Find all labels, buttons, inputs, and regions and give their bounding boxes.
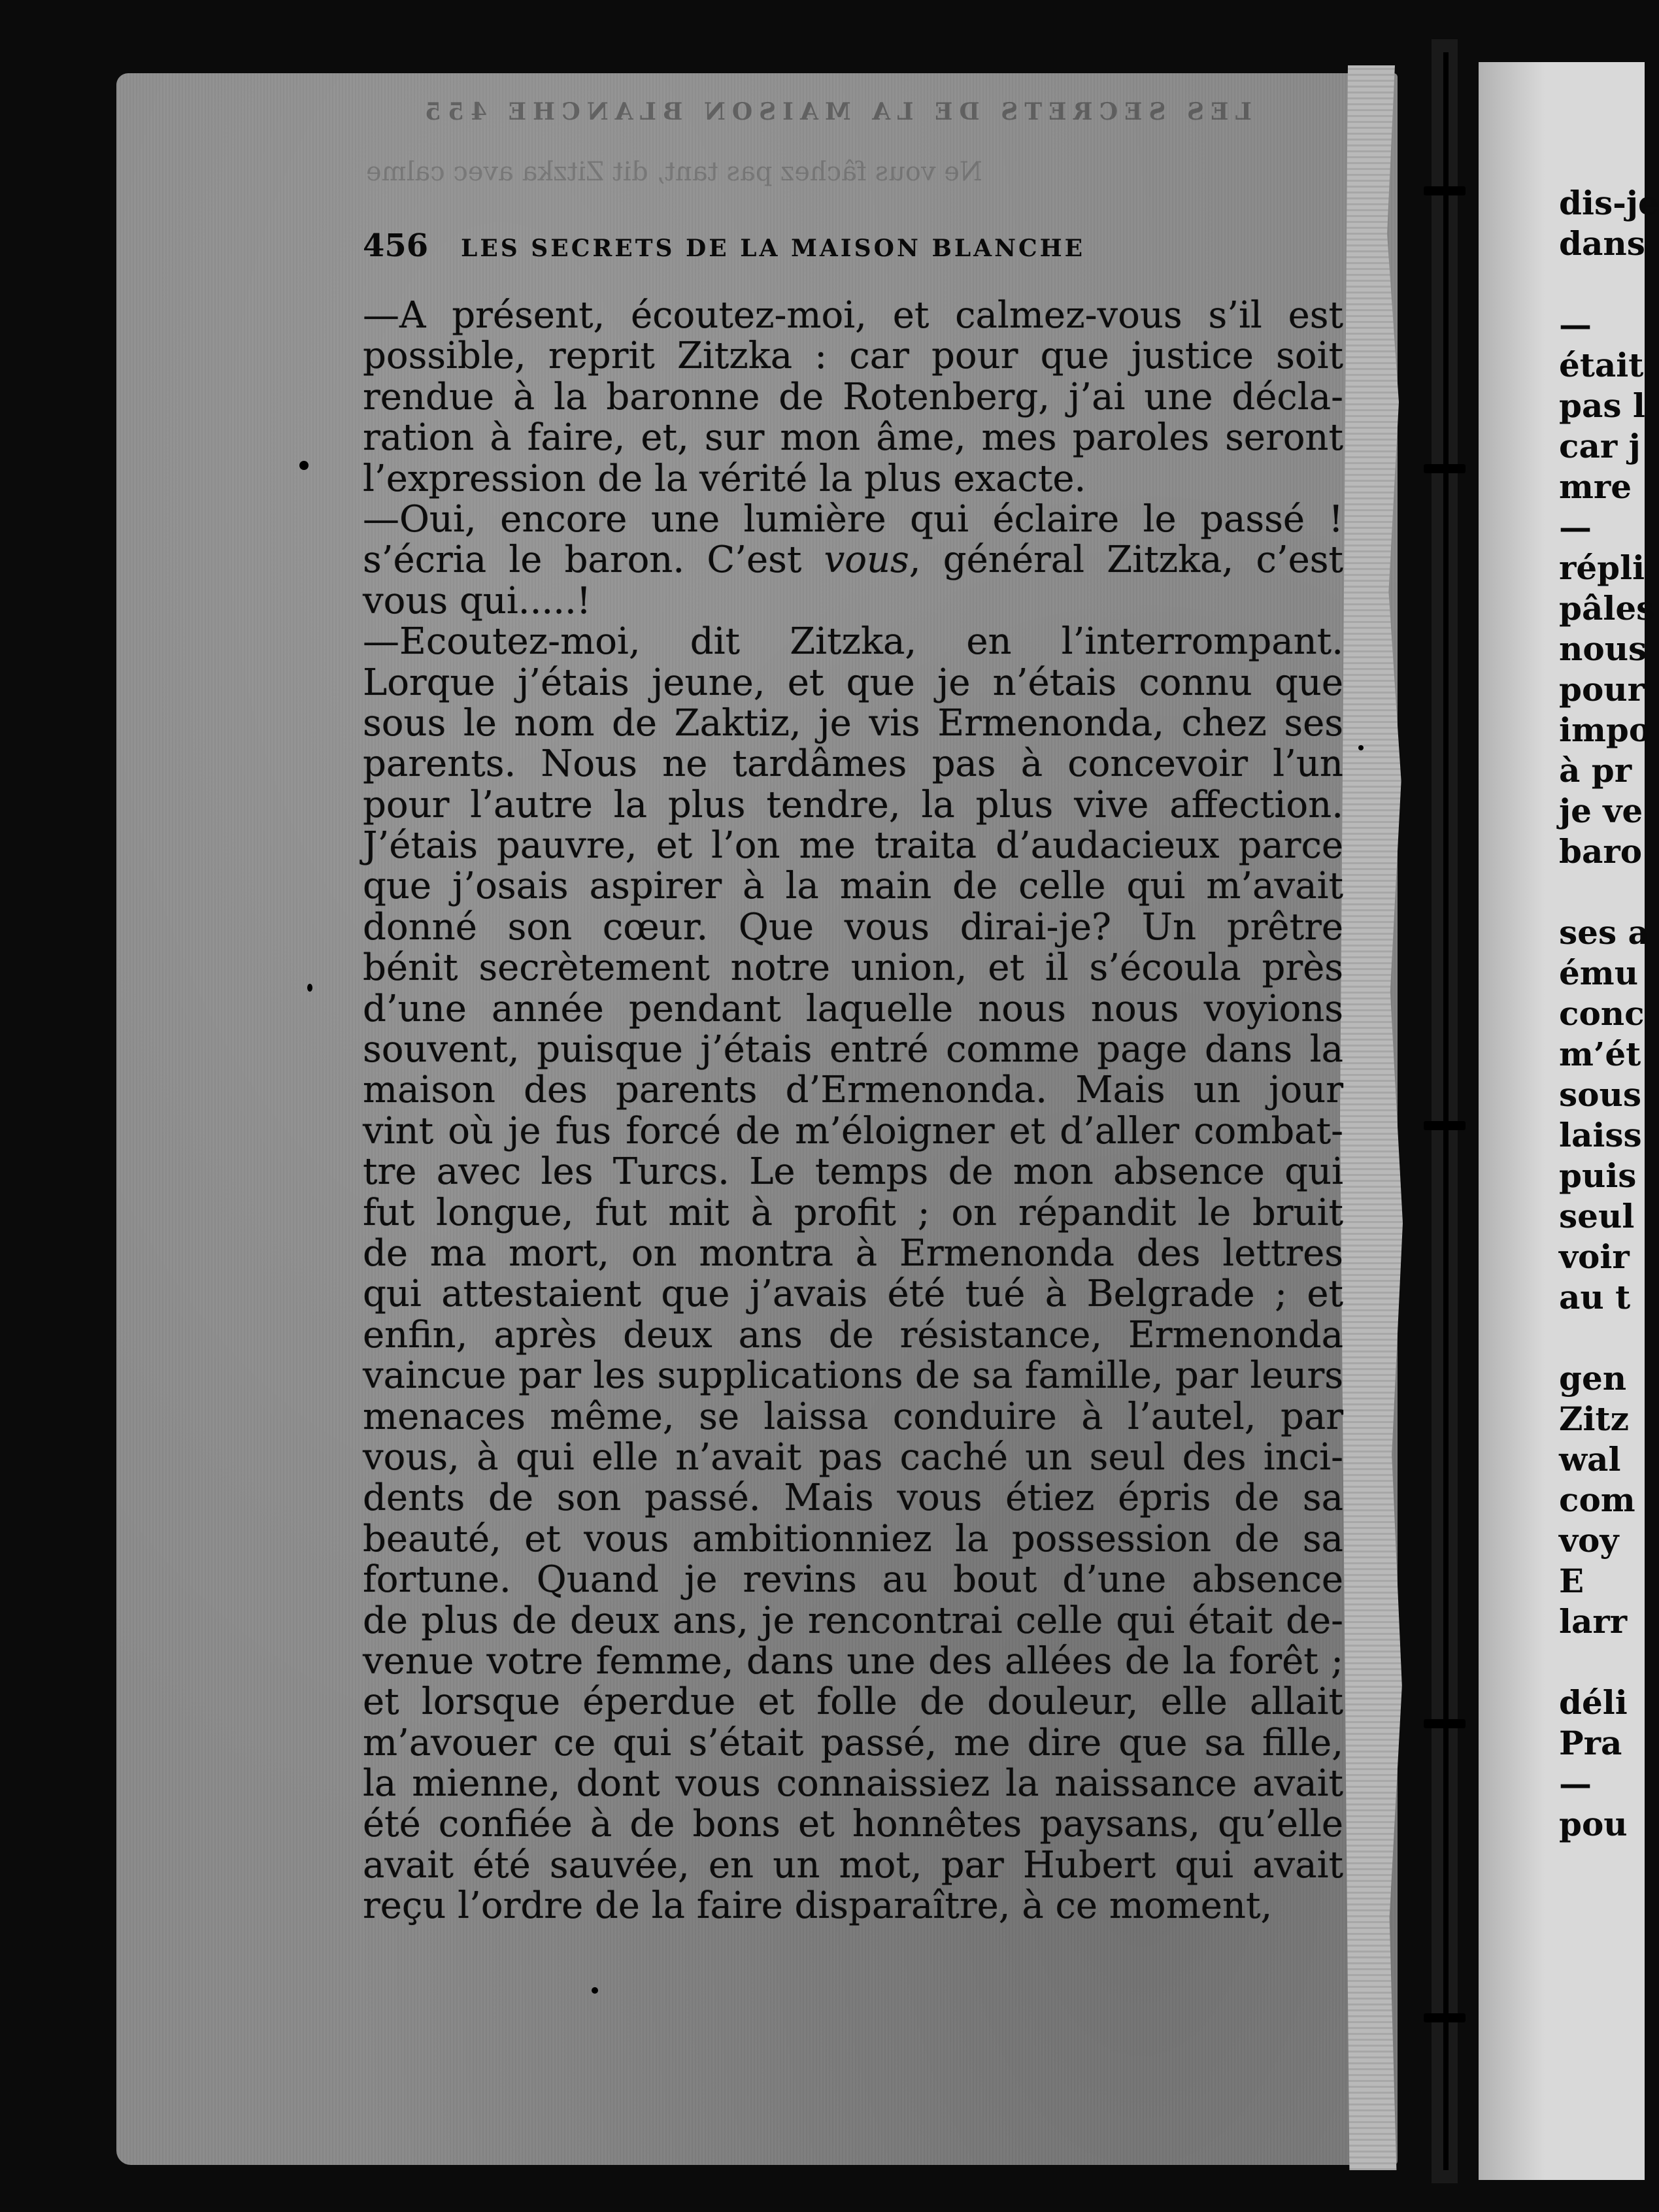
text-line: parents. Nous ne tardâmes pas à concevoir l’un — [363, 743, 1343, 786]
right-page-line: ses a — [1559, 913, 1649, 952]
text-line: et lorsque éperdue et folle de douleur, elle allait — [363, 1681, 1343, 1724]
right-page-line: dis-je — [1559, 184, 1659, 222]
right-page-line: impo — [1559, 711, 1651, 749]
right-page-line: gen — [1559, 1359, 1627, 1398]
running-head — [363, 227, 1180, 264]
text-line: maison des parents d’Ermenonda. Mais un jour — [363, 1069, 1343, 1112]
right-page-line: voy — [1559, 1521, 1619, 1560]
text-line: J’étais pauvre, et l’on me traita d’audacieux parce — [363, 824, 1343, 867]
text-line: reçu l’ordre de la faire disparaître, à ce moment, — [363, 1885, 1273, 1928]
right-page-line: voir — [1559, 1237, 1630, 1276]
text-line: tre avec les Turcs. Le temps de mon absence qui — [363, 1150, 1343, 1194]
right-page-line: laiss — [1559, 1116, 1642, 1154]
text-line: —Ecoutez-moi, dit Zitzka, en l’interrompant. — [363, 620, 1343, 663]
right-page-line: au t — [1559, 1278, 1631, 1316]
ink-speck — [1358, 745, 1364, 750]
right-page-line: Pra — [1559, 1724, 1622, 1762]
right-page-line — [1559, 264, 1651, 305]
page-number: 456 — [363, 227, 429, 264]
right-page-line: déli — [1559, 1683, 1628, 1722]
right-page-line: dans — [1559, 224, 1645, 263]
right-page-line: mre — [1559, 467, 1632, 506]
text-line: souvent, puisque j’étais entré comme page dans la — [363, 1028, 1343, 1071]
ink-speck — [307, 984, 312, 992]
right-page-line: larr — [1559, 1602, 1628, 1641]
text-line: —Oui, encore une lumière qui éclaire le passé ! — [363, 497, 1343, 541]
ink-speck — [299, 461, 309, 470]
right-page-line: pour — [1559, 670, 1645, 709]
text-line: bénit secrètement notre union, et il s’écoula près — [363, 947, 1343, 990]
right-page-line: à pr — [1559, 751, 1632, 790]
italic-word: vous — [824, 539, 909, 582]
text-line: vaincue par les supplications de sa famille, par leurs — [363, 1354, 1343, 1398]
right-page-line: m’ét — [1559, 1035, 1641, 1073]
right-page-line: car j — [1559, 427, 1641, 465]
text-line: pour l’autre la plus tendre, la plus vive affection. — [363, 783, 1343, 826]
right-page-line: pou — [1559, 1805, 1628, 1843]
text-line: vous, à qui elle n’avait pas caché un seul des inci- — [363, 1435, 1343, 1479]
text-line: dents de son passé. Mais vous étiez épris de sa — [363, 1477, 1343, 1520]
right-page-line: — — [1559, 305, 1592, 344]
right-page-line: — — [1559, 508, 1592, 546]
right-page-line: conc — [1559, 994, 1645, 1033]
right-page-line: nous — [1559, 629, 1647, 668]
right-page-line: était — [1559, 346, 1644, 384]
ink-speck — [592, 1987, 598, 1994]
torn-page-edge — [1340, 65, 1418, 2170]
running-title: LES SECRETS DE LA MAISON BLANCHE — [461, 235, 1086, 262]
text-line: la mienne, dont vous connaissiez la naissance avait — [363, 1762, 1343, 1805]
text-line: de ma mort, on montra à Ermenonda des lettres — [363, 1232, 1343, 1275]
bleed-through-header: LES SECRETS DE LA MAISON BLANCHE 455 — [418, 98, 1252, 126]
right-page-line — [1559, 872, 1651, 913]
spine-gutter-line — [1443, 52, 1449, 2170]
text-line: —A présent, écoutez-moi, et calmez-vous s’il est — [363, 294, 1343, 337]
text-line: fut longue, fut mit à profit ; on répandit le bruit — [363, 1191, 1343, 1234]
binding-stitch — [1424, 464, 1466, 473]
body-text — [363, 295, 1343, 1927]
text-line: de plus de deux ans, je rencontrai celle qui était de- — [363, 1599, 1343, 1642]
bleed-through-line: Ne vous fâchez pas tant, dit Zitzka avec calme — [366, 157, 982, 187]
right-page-line: — — [1559, 1764, 1592, 1803]
text-line: beauté, et vous ambitionniez la possession de sa — [363, 1517, 1343, 1560]
right-page-line: pâles — [1559, 589, 1655, 628]
text-line: été confiée à de bons et honnêtes paysans, qu’elle — [363, 1803, 1343, 1846]
text-line: Lorque j’étais jeune, et que je n’étais connu que — [363, 661, 1343, 704]
text-line: que j’osais aspirer à la main de celle qui m’avait — [363, 865, 1343, 908]
right-page-line — [1559, 1318, 1651, 1358]
right-page-line: seul — [1559, 1197, 1635, 1235]
binding-stitch — [1424, 1719, 1466, 1728]
right-page-line: wal — [1559, 1440, 1621, 1479]
right-page-line: puis — [1559, 1156, 1637, 1195]
text-line: ration à faire, et, sur mon âme, mes paroles seront — [363, 416, 1343, 460]
right-page-line — [1559, 1642, 1651, 1683]
text-line: enfin, après deux ans de résistance, Ermenonda — [363, 1313, 1343, 1356]
text-line: m’avouer ce qui s’était passé, me dire que sa fille, — [363, 1721, 1343, 1764]
text-line: avait été sauvée, en un mot, par Hubert qui avait — [363, 1843, 1343, 1886]
text-line: s’écria le baron. C’est vous, général Zitzka, c’est — [363, 539, 1343, 582]
text-line: possible, reprit Zitzka : car pour que justice soit — [363, 335, 1343, 378]
right-page-line: com — [1559, 1481, 1635, 1519]
right-page-line: baro — [1559, 832, 1643, 871]
text-line: rendue à la baronne de Rotenberg, j’ai une décla- — [363, 375, 1343, 418]
right-page-text — [1559, 183, 1659, 1845]
binding-stitch — [1424, 2013, 1466, 2022]
text-line: qui attestaient que j’avais été tué à Belgrade ; et — [363, 1273, 1343, 1316]
text-line: l’expression de la vérité la plus exacte. — [363, 457, 1086, 500]
right-page-line: je ve — [1559, 792, 1643, 830]
right-page-line: répli — [1559, 548, 1645, 587]
binding-stitch — [1424, 186, 1466, 195]
text-line: d’une année pendant laquelle nous nous voyions — [363, 987, 1343, 1030]
text-line: donné son cœur. Que vous dirai-je? Un prêtre — [363, 905, 1343, 948]
text-line: sous le nom de Zaktiz, je vis Ermenonda, chez ses — [363, 701, 1343, 745]
text-line: fortune. Quand je revins au bout d’une absence — [363, 1558, 1343, 1601]
right-page-line: Zitz — [1559, 1399, 1629, 1438]
text-line: vint où je fus forcé de m’éloigner et d’aller combat- — [363, 1109, 1343, 1152]
right-page-line: ému — [1559, 954, 1639, 992]
right-page-line: sous — [1559, 1075, 1642, 1114]
text-line: venue votre femme, dans une des allées de la forêt ; — [363, 1639, 1343, 1683]
right-page-line: E — [1559, 1562, 1584, 1600]
text-line: menaces même, se laissa conduire à l’autel, par — [363, 1395, 1343, 1438]
binding-stitch — [1424, 1121, 1466, 1130]
text-line: vous qui.....! — [363, 579, 592, 622]
right-page-line: pas l — [1559, 386, 1645, 425]
